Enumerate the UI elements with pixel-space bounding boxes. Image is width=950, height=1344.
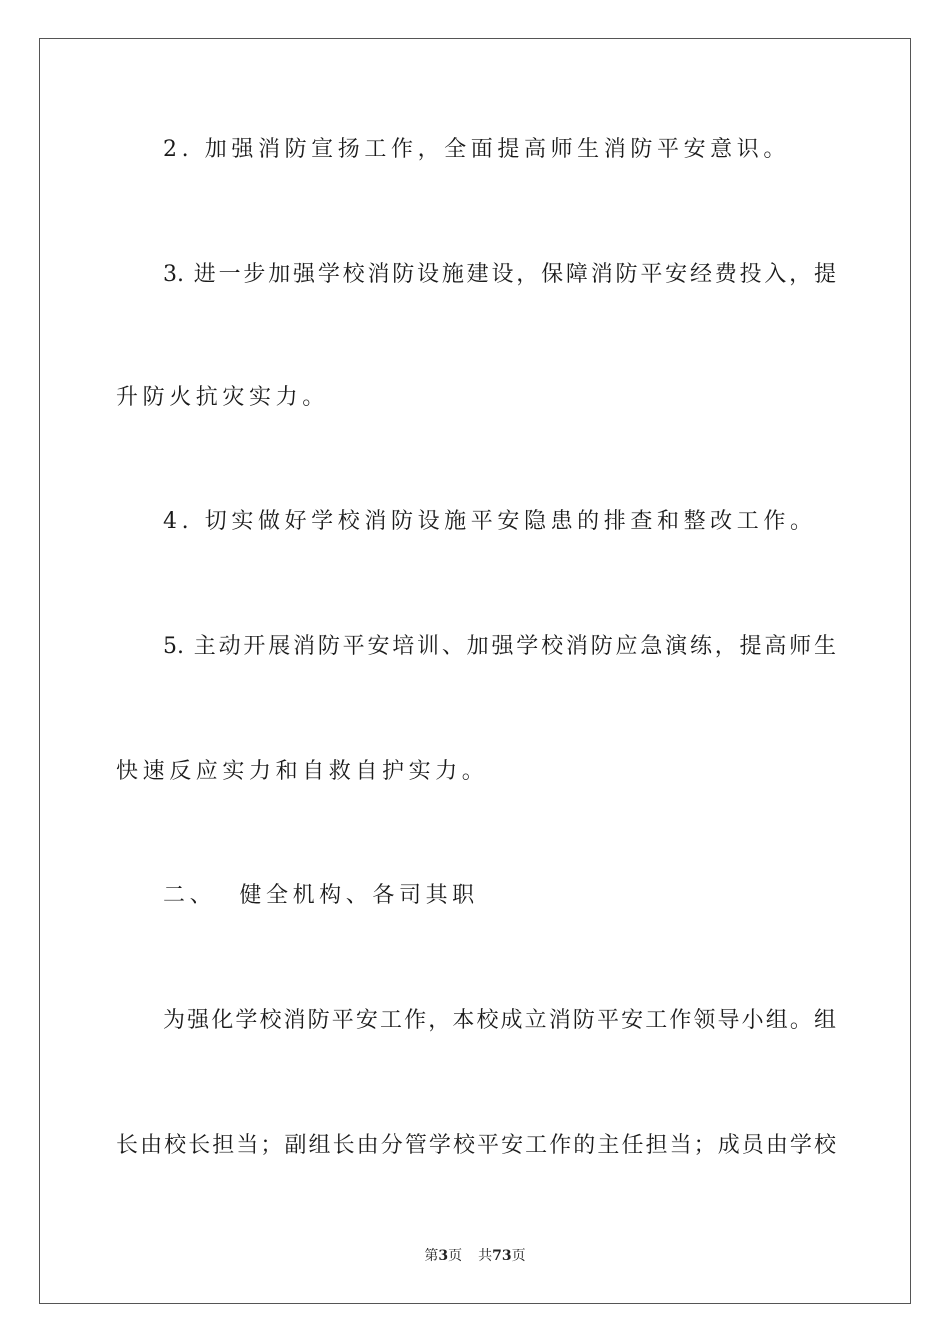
paragraph-item-3-line-2: 升防火抗灾实力。 [116, 385, 329, 410]
page-frame [39, 38, 911, 1304]
page-number: 3 [438, 1248, 449, 1264]
paragraph-body-line-2: 长由校长担当；副组长由分管学校平安工作的主任担当；成员由学校 [116, 1133, 836, 1158]
page-suffix: 页 [448, 1248, 463, 1264]
total-prefix: 共 [478, 1248, 493, 1264]
paragraph-body-line-1: 为强化学校消防平安工作，本校成立消防平安工作领导小组。组 [163, 1008, 836, 1033]
paragraph-item-3-line-1: 3. 进一步加强学校消防设施建设，保障消防平安经费投入，提 [163, 262, 836, 287]
page-footer [0, 1247, 950, 1265]
paragraph-item-5-line-1: 5. 主动开展消防平安培训、加强学校消防应急演练，提高师生 [163, 634, 836, 659]
total-suffix: 页 [511, 1248, 526, 1264]
paragraph-item-5-line-2: 快速反应实力和自救自护实力。 [116, 759, 489, 784]
section-heading: 二、 健全机构、各司其职 [163, 883, 479, 908]
page-prefix: 第 [424, 1248, 439, 1264]
total-pages: 73 [492, 1248, 512, 1264]
paragraph-item-4: 4. 切实做好学校消防设施平安隐患的排查和整改工作。 [163, 509, 817, 534]
paragraph-item-2: 2. 加强消防宣扬工作，全面提高师生消防平安意识。 [163, 137, 790, 162]
